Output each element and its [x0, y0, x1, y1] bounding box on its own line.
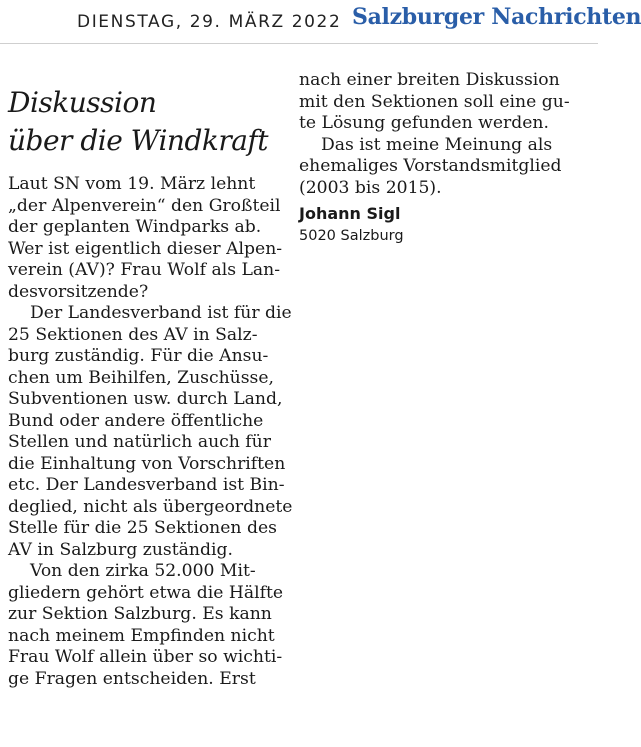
text-line: Stelle für die 25 Sektionen des — [8, 518, 277, 538]
article-column-right — [299, 70, 591, 247]
text-line: gliedern gehört etwa die Hälfte — [8, 582, 284, 603]
body-paragraph — [299, 70, 591, 135]
right-body — [299, 70, 591, 199]
author-location: 5020 Salzburg — [299, 228, 404, 244]
text-line: Das ist meine Meinung als — [321, 134, 553, 155]
text-line: zur Sektion Salzburg. Es kann — [8, 604, 272, 624]
text-line: Subventionen usw. durch Land, — [8, 389, 283, 409]
text-line: chen um Beihilfen, Zuschüsse, — [8, 367, 274, 388]
author-name: Johann Sigl — [299, 204, 401, 223]
headline-line: über die Windkraft — [8, 124, 269, 157]
text-line: Stellen und natürlich auch für — [8, 432, 271, 452]
text-line: deglied, nicht als übergeordnete — [8, 496, 293, 517]
text-line: Von den zirka 52.000 Mit- — [30, 561, 256, 581]
text-line: etc. Der Landesverband ist Bin- — [8, 475, 285, 495]
headline-line: Diskussion — [8, 86, 157, 119]
publication-logo: Salzburger Nachrichten — [352, 4, 641, 30]
text-line: die Einhaltung von Vorschriften — [8, 453, 286, 474]
masthead-divider — [0, 43, 598, 44]
left-body — [8, 174, 292, 690]
article-headline — [8, 84, 292, 160]
text-line: AV in Salzburg zuständig. — [8, 539, 233, 560]
text-line: desvorsitzende? — [8, 281, 149, 302]
text-line: 25 Sektionen des AV in Salz- — [8, 324, 258, 345]
article-column-left — [8, 84, 292, 690]
body-paragraph — [8, 303, 292, 561]
text-line: verein (AV)? Frau Wolf als Lan- — [8, 260, 281, 280]
body-paragraph — [8, 174, 292, 303]
text-line: (2003 bis 2015). — [299, 177, 442, 198]
text-line: Laut SN vom 19. März lehnt — [8, 174, 256, 194]
text-line: Der Landesverband ist für die — [30, 303, 292, 323]
text-line: ge Fragen entscheiden. Erst — [8, 668, 256, 689]
text-line: der geplanten Windparks ab. — [8, 217, 262, 237]
body-paragraph — [8, 561, 292, 690]
text-line: Wer ist eigentlich dieser Alpen- — [8, 238, 283, 259]
text-line: nach meinem Empfinden nicht — [8, 625, 275, 646]
text-line: te Lösung gefunden werden. — [299, 113, 549, 133]
text-line: mit den Sektionen soll eine gu- — [299, 91, 570, 112]
text-line: ehemaliges Vorstandsmitglied — [299, 156, 562, 176]
text-line: Frau Wolf allein über so wichti- — [8, 647, 283, 667]
text-line: burg zuständig. Für die Ansu- — [8, 346, 269, 366]
text-line: nach einer breiten Diskussion — [299, 70, 560, 90]
text-line: „der Alpenverein“ den Großteil — [8, 195, 281, 216]
text-line: Bund oder andere öffentliche — [8, 410, 264, 431]
issue-date: DIENSTAG, 29. MÄRZ 2022 — [77, 12, 342, 32]
body-paragraph — [299, 135, 591, 200]
masthead — [0, 0, 641, 44]
